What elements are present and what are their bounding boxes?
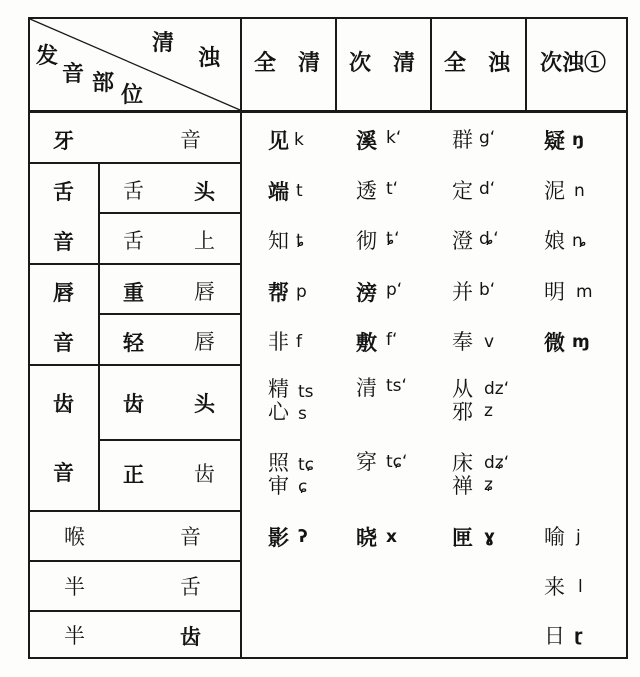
row-place: 齿: [53, 391, 74, 416]
cell-char: 从: [452, 377, 473, 401]
cell-char: 奉: [452, 330, 473, 354]
cell-ipa: b‘: [479, 280, 496, 300]
row-place: 音: [53, 460, 74, 485]
row-place: 舌: [53, 179, 74, 204]
cell-ipa: k: [294, 130, 304, 150]
table-frame: [28, 17, 628, 659]
row-sub-2: 头: [194, 391, 215, 416]
row-place: 半: [64, 624, 85, 648]
cell-ipa-pair: [484, 378, 509, 422]
cell-ipa: ȶ: [296, 231, 305, 251]
cell-char: 影: [268, 525, 289, 550]
cell-char-2: 邪: [452, 399, 473, 424]
cell-ipa-2: ʑ: [484, 475, 493, 496]
column-header: 全 浊: [444, 50, 511, 76]
cell-char: 精: [268, 377, 289, 401]
col-rule: [525, 17, 527, 110]
row-rule: [28, 162, 240, 164]
cell-ipa: l: [578, 577, 583, 597]
row-sub: 音: [180, 128, 201, 152]
cell-ipa: m: [576, 282, 593, 302]
cell-char: 帮: [268, 280, 289, 305]
row-rule: [98, 439, 240, 441]
row-sub-1: 舌: [123, 229, 144, 253]
cell-char: 晓: [356, 525, 377, 550]
cell-char: 知: [268, 229, 289, 253]
row-rule: [28, 510, 240, 512]
corner-left-4: 位: [121, 82, 144, 108]
row-sub: 舌: [180, 575, 201, 599]
cell-char: 群: [452, 128, 473, 152]
cell-char: 透: [356, 179, 377, 203]
cell-ipa: n: [574, 181, 585, 201]
cell-ipa: k‘: [386, 128, 402, 148]
row-sub-1: 正: [123, 462, 144, 487]
cell-ipa: ts‘: [386, 376, 407, 396]
cell-ipa: ɽ: [574, 626, 583, 646]
cell-char: 来: [544, 575, 565, 599]
cell-ipa: ɣ: [484, 527, 495, 547]
row-sub-1: 舌: [123, 179, 144, 203]
cell-char: 照: [268, 451, 289, 475]
cell-char: 滂: [356, 280, 377, 305]
row-sub-2: 唇: [194, 330, 215, 354]
row-rule: [98, 212, 240, 214]
row-place: 半: [64, 575, 85, 599]
cell-char: 微: [544, 330, 565, 355]
cell-char: 溪: [356, 128, 377, 153]
cell-ipa: ȵ: [572, 231, 587, 251]
cell-ipa: ts: [298, 382, 314, 402]
cell-pair: [268, 452, 289, 497]
col-rule: [335, 17, 337, 110]
col-rule: [240, 17, 242, 659]
column-header: 次浊①: [540, 50, 607, 76]
cell-ipa: f: [296, 332, 302, 352]
row-rule: [28, 560, 240, 562]
cell-char: 清: [356, 376, 377, 400]
cell-ipa: tɕ: [298, 455, 315, 475]
cell-char-2: 心: [268, 399, 289, 424]
cell-char: 并: [452, 280, 473, 304]
cell-char: 敷: [356, 330, 377, 355]
cell-ipa: t‘: [386, 179, 399, 199]
cell-ipa: p‘: [386, 280, 403, 300]
cell-ipa: j: [576, 527, 581, 547]
cell-ipa: g‘: [479, 128, 496, 148]
cell-ipa-2: s: [298, 404, 307, 425]
row-place: 音: [53, 330, 74, 355]
cell-char: 疑: [544, 128, 565, 153]
cell-ipa: t: [296, 181, 303, 201]
cell-char-2: 禅: [452, 473, 473, 498]
cell-char: 娘: [544, 229, 565, 253]
cell-char: 床: [452, 451, 473, 475]
row-place: 音: [53, 229, 74, 254]
cell-ipa: p: [296, 282, 307, 302]
row-sub-2: 头: [194, 179, 215, 204]
row-sub-1: 轻: [123, 330, 144, 355]
cell-char: 澄: [452, 229, 473, 253]
cell-ipa: ɱ: [572, 332, 590, 352]
row-sub: 齿: [180, 624, 201, 649]
row-rule: [28, 364, 240, 366]
cell-ipa-pair: [298, 381, 314, 425]
corner-left-2: 音: [62, 61, 85, 87]
col-rule: [430, 17, 432, 110]
cell-char: 见: [268, 128, 289, 153]
corner-left-1: 发: [36, 43, 59, 69]
row-rule: [98, 313, 240, 315]
corner-top-2: 浊: [198, 45, 221, 71]
col-rule: [98, 162, 100, 510]
row-sub-1: 齿: [123, 391, 144, 416]
column-header: 全 清: [254, 50, 321, 76]
cell-ipa: ȡ‘: [479, 229, 499, 249]
row-sub: 音: [180, 525, 201, 549]
cell-ipa-2: z: [484, 401, 493, 422]
cell-char: 日: [544, 624, 565, 648]
row-place: 唇: [53, 280, 74, 305]
row-sub-2: 齿: [194, 462, 215, 486]
header-bottom-rule: [28, 110, 628, 113]
cell-ipa: ȶ‘: [386, 229, 400, 249]
cell-char: 定: [452, 179, 473, 203]
row-sub-2: 唇: [194, 280, 215, 304]
row-rule: [28, 263, 240, 265]
row-place: 喉: [64, 525, 85, 549]
row-rule: [28, 610, 240, 612]
cell-pair: [452, 452, 473, 497]
corner-top-1: 清: [152, 30, 175, 56]
row-sub-2: 上: [194, 229, 215, 253]
cell-ipa: dz‘: [484, 379, 510, 399]
cell-char: 彻: [356, 229, 377, 253]
corner-left-3: 部: [92, 70, 115, 96]
cell-ipa: dʑ‘: [484, 453, 510, 473]
cell-char-2: 审: [268, 473, 289, 498]
column-header: 次 清: [349, 50, 416, 76]
cell-ipa-2: ɕ: [298, 477, 308, 498]
row-sub-1: 重: [123, 280, 144, 305]
cell-char: 非: [268, 330, 289, 354]
cell-ipa: x: [386, 527, 397, 547]
cell-char: 明: [544, 280, 565, 304]
cell-ipa-pair: [484, 452, 509, 496]
cell-ipa: f‘: [386, 330, 398, 350]
cell-char: 泥: [544, 179, 565, 203]
cell-char: 端: [268, 179, 289, 204]
cell-char: 喻: [544, 525, 565, 549]
cell-ipa: ŋ: [572, 130, 585, 150]
cell-ipa: ʔ: [298, 527, 308, 547]
cell-ipa: tɕ‘: [386, 452, 408, 472]
cell-char: 匣: [452, 525, 473, 550]
cell-ipa: d‘: [479, 179, 496, 199]
cell-pair: [268, 378, 289, 423]
cell-ipa: v: [484, 332, 495, 352]
cell-pair: [452, 378, 473, 423]
cell-char: 穿: [356, 450, 377, 474]
cell-ipa-pair: [298, 454, 314, 498]
row-place: 牙: [53, 128, 74, 153]
